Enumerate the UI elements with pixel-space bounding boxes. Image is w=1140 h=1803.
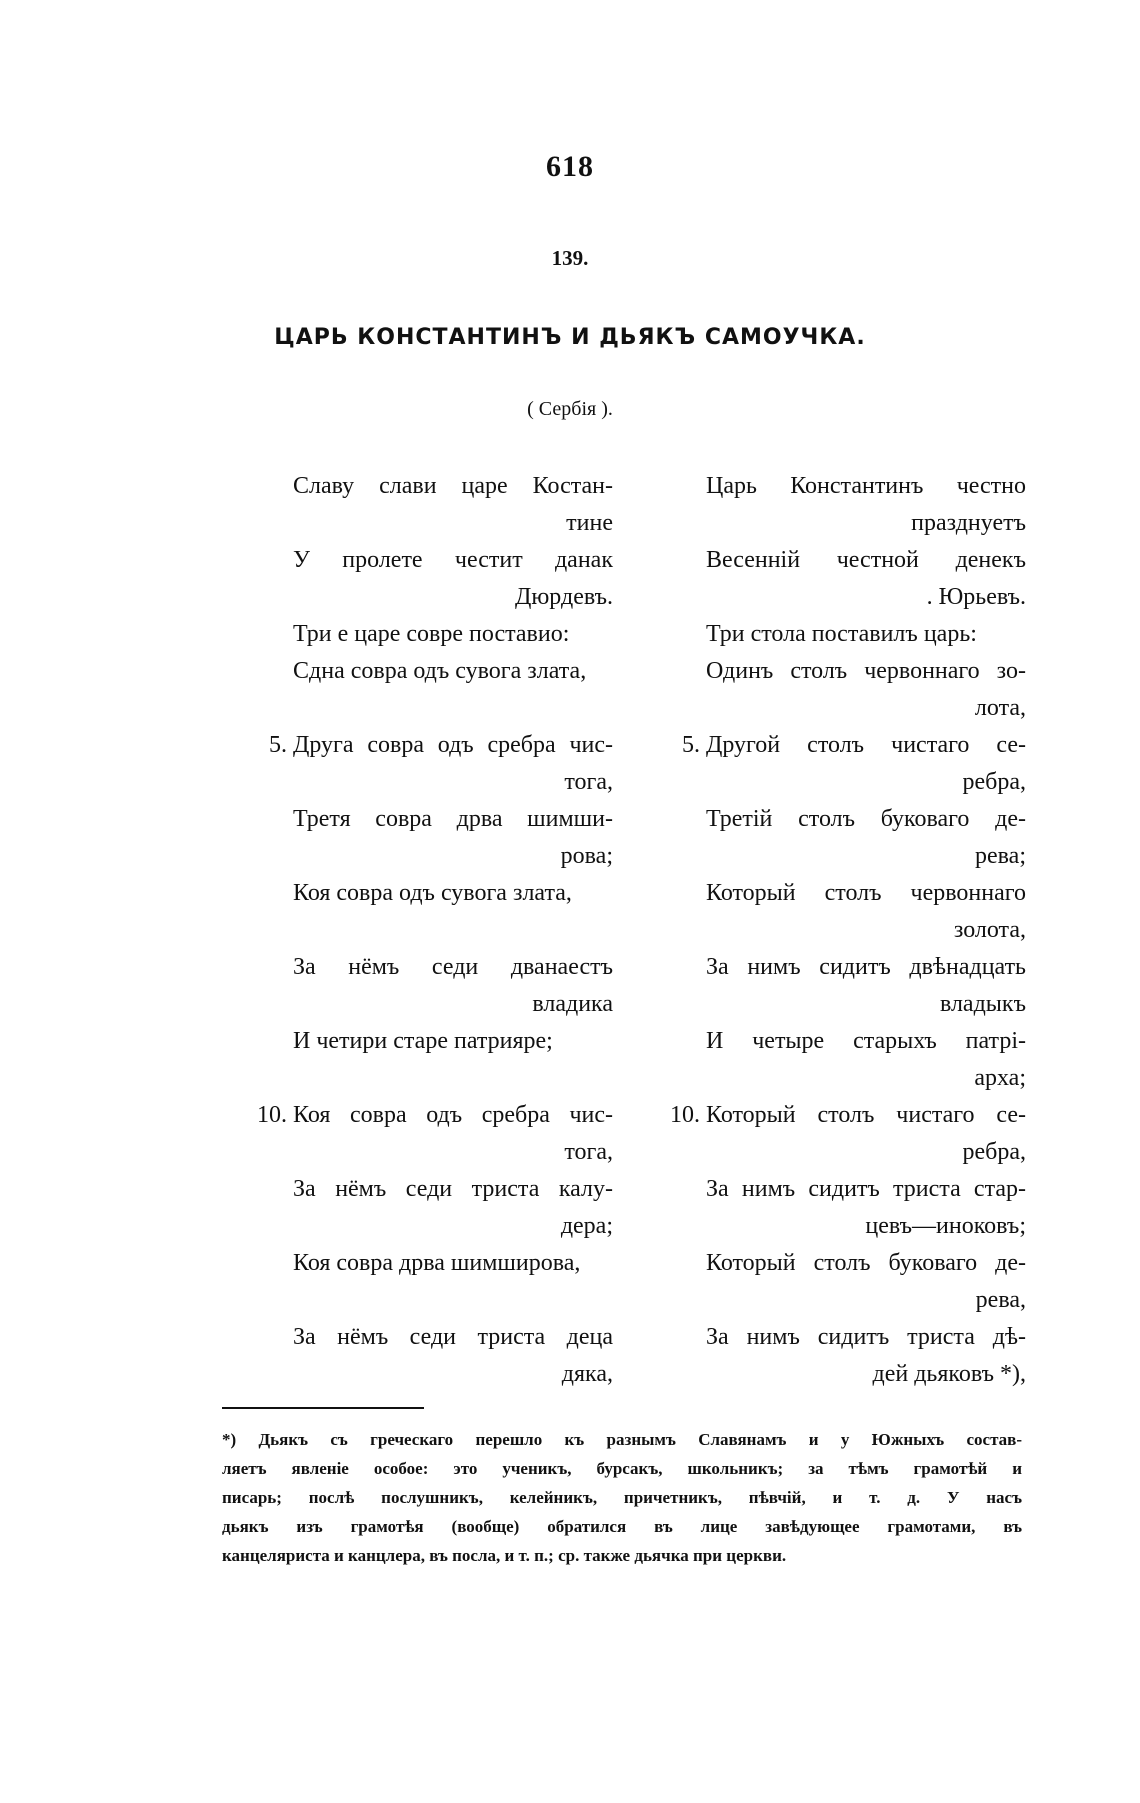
verse-continuation: цевъ—иноковъ; bbox=[865, 1213, 1026, 1239]
verse-text: Три стола поставилъ царь: bbox=[706, 621, 977, 647]
verse-text: За нимъ сидитъ триста дѣ- bbox=[706, 1324, 1026, 1350]
verse-text: За нёмъ седи триста деца bbox=[293, 1324, 613, 1350]
verse-line bbox=[706, 1171, 1026, 1245]
verse-continuation: дяка, bbox=[561, 1361, 613, 1387]
verse-continuation: рова; bbox=[560, 843, 613, 869]
verse-continuation: тога, bbox=[564, 1139, 613, 1165]
verse-text: И четыре старыхъ патрі- bbox=[706, 1028, 1026, 1054]
footnote-line: канцеляриста и канцлера, въ посла, и т. п.; ср. также дьячка при церкви. bbox=[222, 1546, 787, 1565]
footnote-line: писарь; послѣ послушникъ, келейникъ, причетникъ, пѣвчій, и т. д. У насъ bbox=[222, 1488, 1022, 1507]
verse-continuation: тине bbox=[566, 510, 613, 536]
poem-number: 139. bbox=[551, 246, 589, 270]
verse-continuation: лота, bbox=[974, 695, 1026, 721]
verse-line bbox=[706, 468, 1026, 542]
verse-text: За нёмъ седи триста калу- bbox=[293, 1176, 613, 1202]
verse-continuation: дей дьяковъ *), bbox=[872, 1361, 1026, 1387]
verse-text: Коя совра дрва шимширова, bbox=[293, 1250, 581, 1276]
verse-continuation: празднуетъ bbox=[911, 510, 1026, 536]
verse-line bbox=[293, 949, 613, 1023]
verse-text: Сдна совра одъ сувога злата, bbox=[293, 658, 587, 684]
verse-line bbox=[293, 1171, 613, 1245]
verse-text: Одинъ столъ червоннаго зо- bbox=[706, 658, 1026, 684]
verse-text: Который столъ червоннаго bbox=[706, 880, 1026, 906]
verse-line bbox=[706, 949, 1026, 1023]
line-number: 5. bbox=[682, 732, 700, 758]
verse-text: Друга совра одъ сребра чис- bbox=[293, 732, 613, 758]
verse-continuation: ребра, bbox=[962, 769, 1026, 795]
verse-continuation: ребра, bbox=[962, 1139, 1026, 1165]
poem-title: ЦАРЬ КОНСТАНТИНЪ И ДЬЯКЪ САМОУЧКА. bbox=[274, 325, 866, 350]
footnote-line: ляетъ явленіе особое: это ученикъ, бурсакъ, школьникъ; за тѣмъ грамотѣй и bbox=[222, 1459, 1022, 1478]
verse-text: И четири старе патрияре; bbox=[293, 1028, 553, 1054]
verse-line bbox=[706, 875, 1026, 949]
verse-line bbox=[706, 1245, 1026, 1319]
verse-text: Царь Константинъ честно bbox=[706, 473, 1026, 499]
verse-text: Третій столъ буковаго де- bbox=[706, 806, 1026, 832]
verse-line bbox=[706, 1319, 1026, 1393]
poem-subtitle: ( Сербія ). bbox=[527, 398, 613, 420]
verse-text: У пролете честит данак bbox=[293, 547, 613, 573]
verse-line bbox=[293, 1245, 613, 1319]
verse-line bbox=[257, 1097, 613, 1171]
footnote-line: дьякъ изъ грамотѣя (вообще) обратился въ лице завѣдующее грамотами, въ bbox=[222, 1517, 1022, 1536]
verse-text: За нёмъ седи дванаестъ bbox=[293, 954, 613, 980]
verse-line bbox=[269, 727, 613, 801]
line-number: 10. bbox=[257, 1102, 287, 1128]
footnote bbox=[222, 1425, 1022, 1570]
verse-continuation: владыкъ bbox=[939, 991, 1026, 1017]
verse-line bbox=[670, 1097, 1026, 1171]
verse-text: Три е царе совре поставио: bbox=[293, 621, 570, 647]
verse-line bbox=[293, 1023, 613, 1097]
verse-continuation: владика bbox=[532, 991, 613, 1017]
verse-continuation: рева; bbox=[975, 843, 1026, 869]
verse-continuation: арха; bbox=[974, 1065, 1026, 1091]
footnote-line: *) Дьякъ съ греческаго перешло къ разнымъ Славянамъ и у Южныхъ состав- bbox=[222, 1430, 1022, 1449]
page-number: 618 bbox=[546, 150, 594, 183]
verse-text: Третя совра дрва шимши- bbox=[293, 806, 613, 832]
verse-line bbox=[706, 653, 1026, 727]
verse-line bbox=[706, 801, 1026, 875]
verse-continuation: рева, bbox=[975, 1287, 1026, 1313]
verse-line bbox=[293, 653, 613, 727]
verse-continuation: Дюрдевъ. bbox=[515, 584, 613, 610]
verse-line bbox=[682, 727, 1026, 801]
verse-line bbox=[293, 875, 613, 949]
verse-continuation: дера; bbox=[560, 1213, 613, 1239]
verse-line bbox=[706, 542, 1026, 616]
verse-text: Коя совра одъ сребра чис- bbox=[293, 1102, 613, 1128]
verse-continuation: тога, bbox=[564, 769, 613, 795]
verse-text: Славу слави царе Костан- bbox=[293, 473, 613, 499]
verse-text: За нимъ сидитъ триста стар- bbox=[706, 1176, 1026, 1202]
line-number: 5. bbox=[269, 732, 287, 758]
verse-line bbox=[293, 801, 613, 875]
verse-line bbox=[293, 542, 613, 616]
verse-text: Весенній честной денекъ bbox=[706, 547, 1026, 573]
verse-continuation: золота, bbox=[953, 917, 1026, 943]
verse-line bbox=[293, 468, 613, 542]
verse-line bbox=[293, 1319, 613, 1393]
verse-text: Который столъ буковаго де- bbox=[706, 1250, 1026, 1276]
verse-line bbox=[706, 1023, 1026, 1097]
verse-text: Который столъ чистаго се- bbox=[706, 1102, 1026, 1128]
verse-text: Коя совра одъ сувога злата, bbox=[293, 880, 572, 906]
footnote-rule bbox=[222, 1407, 424, 1409]
verse-continuation: . Юрьевъ. bbox=[926, 584, 1026, 610]
verse-text: Другой столъ чистаго се- bbox=[706, 732, 1026, 758]
line-number: 10. bbox=[670, 1102, 700, 1128]
verse-text: За нимъ сидитъ двѣнадцать bbox=[706, 954, 1026, 980]
